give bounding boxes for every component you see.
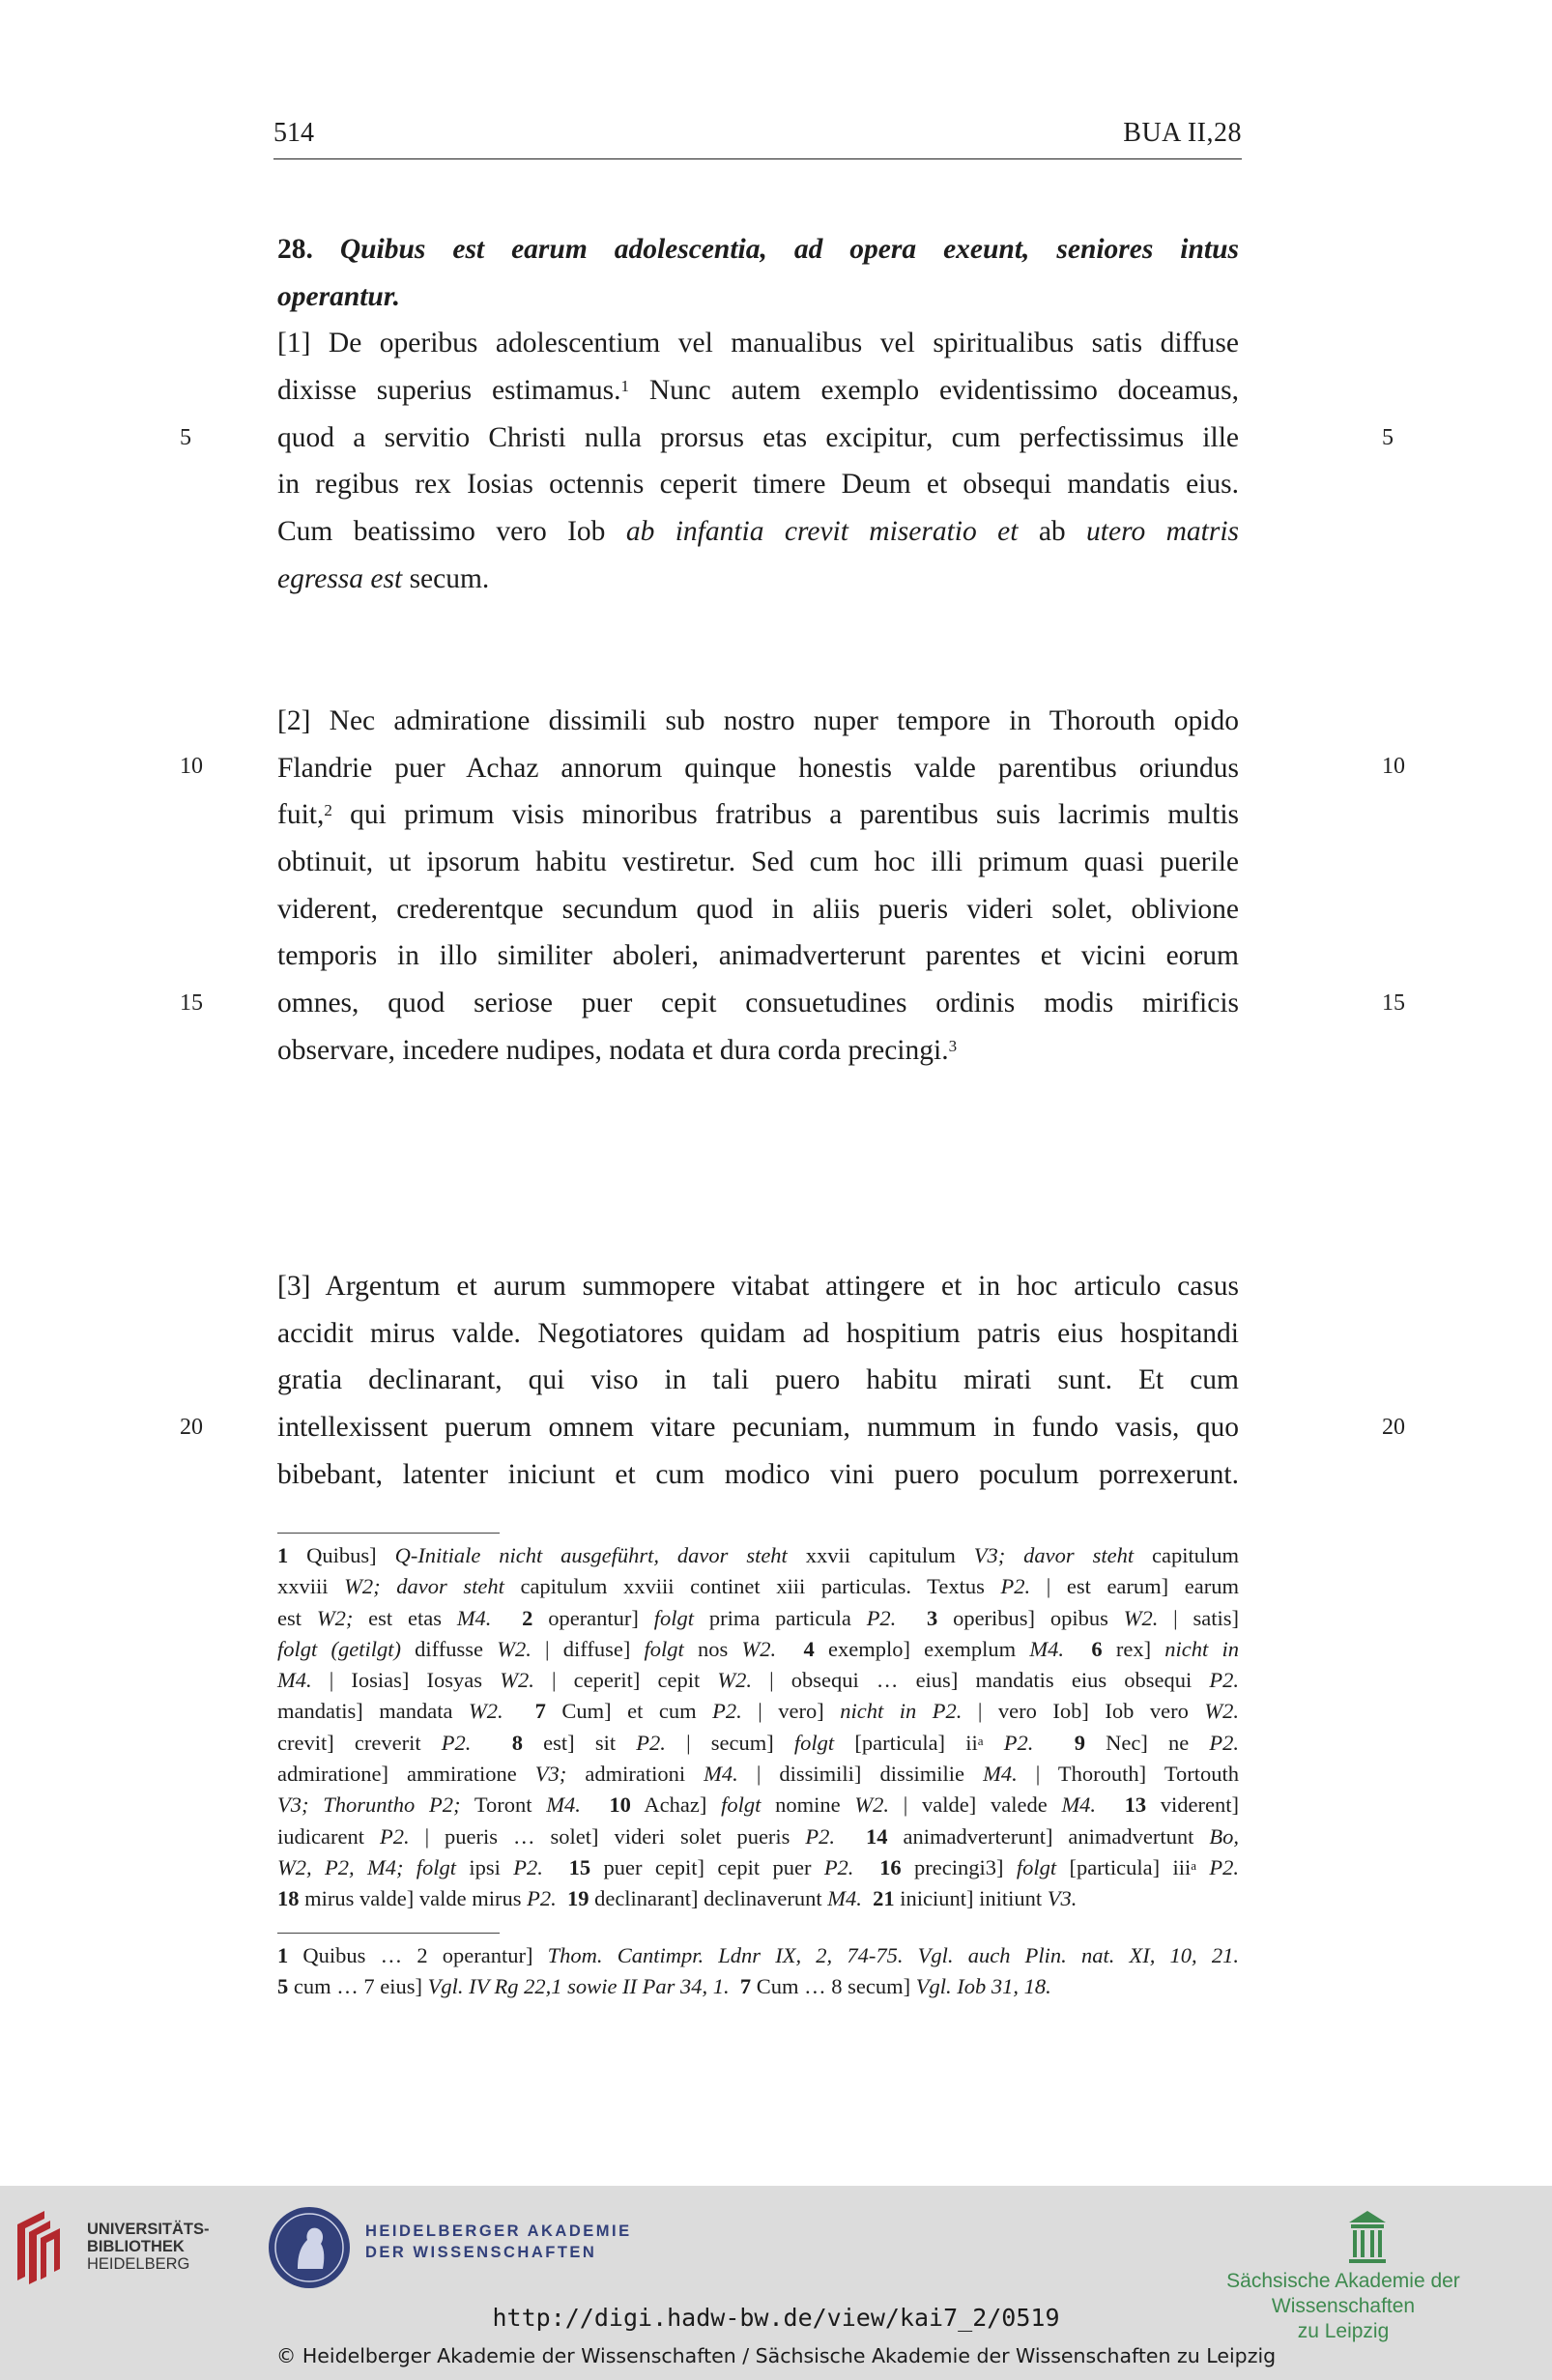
apparatus-line: est W2; est etas M4. 2 operantur] folgt prima particula P2. 3 operibus] opibus W2. | satis] xyxy=(277,1605,1240,1630)
copyright-notice: © Heidelberger Akademie der Wissenschaften / Sächsische Akademie der Wissenschaften zu Leipzig xyxy=(275,2344,1277,2367)
footnote-ref: 3 xyxy=(948,1036,958,1055)
ub-logo-icon xyxy=(15,2209,75,2286)
text-line: dixisse superius estimamus.$^1$ Nunc autem exemplo evidentissimo doceamus, xyxy=(277,375,1239,407)
source-apparatus xyxy=(277,1940,1239,2003)
apparatus-line: xxviii W2; davor steht capitulum xxviii continet xiii particulas. Textus P2. | est earum] earum xyxy=(277,1574,1239,1599)
chapter-heading-line xyxy=(277,273,1239,321)
text-line: [3] Argentum et aurum summopere vitabat attingere et in hoc articulo casus xyxy=(277,1271,1239,1302)
footnote-ref: 1 xyxy=(620,377,630,396)
chapter-title-cont: operantur. xyxy=(277,280,401,312)
text-line: Flandrie puer Achaz annorum quinque honestis valde parentibus oriundus xyxy=(277,752,1239,784)
line-number-right: 5 xyxy=(1382,425,1394,450)
apparatus-line: crevit] creverit P2. 8 est] sit P2. | secum] folgt [particula] $ii^a$ P2. 9 Nec] ne P2. xyxy=(277,1730,1240,1755)
bible-quote: ab infantia crevit miseratio et xyxy=(625,516,1019,548)
apparatus-line: 1 Quibus] Q-Initiale nicht ausgeführt, davor steht xxvii capitulum V3; davor steht capitulum xyxy=(277,1543,1239,1567)
ub-logo-text: UNIVERSITÄTS- BIBLIOTHEK HEIDELBERG xyxy=(87,2221,210,2273)
chapter-number: 28. xyxy=(277,234,313,265)
text-line: temporis in illo similiter aboleri, animadverterunt parentes et vicini eorum xyxy=(277,940,1239,972)
apparatus-line: M4. | Iosias] Iosyas W2. | ceperit] cepit W2. | obsequi … eius] mandatis eius obsequi P2. xyxy=(277,1668,1239,1693)
bible-quote: egressa est xyxy=(277,562,403,594)
text-line: in regibus rex Iosias octennis ceperit timere Deum et obsequi mandatis eius. xyxy=(277,469,1239,501)
apparatus-line: mandatis] mandata W2. 7 Cum] et cum P2. | vero] nicht in P2. | vero Iob] Iob vero W2. xyxy=(277,1699,1239,1724)
text-line: [2] Nec admiratione dissimili sub nostro nuper tempore in Thorouth opido xyxy=(277,705,1239,736)
text-line: accidit mirus valde. Negotiatores quidam ad hospitium patris eius hospitandi xyxy=(277,1317,1239,1349)
text-line: bibebant, latenter iniciunt et cum modico vini puero poculum porrexerunt. xyxy=(277,1458,1239,1490)
hadw-seal-icon[interactable] xyxy=(269,2207,350,2288)
text-line: gratia declinarant, qui viso in tali puero habitu mirati sunt. Et cum xyxy=(277,1364,1239,1396)
apparatus-line: W2, P2, M4; folgt ipsi P2. 15 puer cepit] cepit puer P2. 16 precingi3] folgt [particula] iii$^a$ P2. xyxy=(277,1854,1240,1879)
text-line: intellexissent puerum omnem vitare pecuniam, nummum in fundo vasis, quo xyxy=(277,1412,1239,1444)
text-line: Cum beatissimo vero Iob ab infantia crevit miseratio et ab utero matris xyxy=(277,516,1240,548)
text-line: quod a servitio Christi nulla prorsus etas excipitur, cum perfectissimus ille xyxy=(277,421,1239,453)
critical-apparatus xyxy=(277,1540,1239,1915)
text-line: egressa est secum. xyxy=(277,562,490,594)
line-number-right: 10 xyxy=(1382,754,1405,779)
paragraph-2 xyxy=(277,698,1239,1075)
permalink-url[interactable]: http://digi.hadw-bw.de/view/kai7_2/0519 xyxy=(492,2304,1060,2332)
chapter-title: Quibus est earum adolescentia, ad opera exeunt, seniores intus xyxy=(339,234,1239,265)
source-line: 1 Quibus … 2 operantur] Thom. Cantimpr. Ldnr IX, 2, 74-75. Vgl. auch Plin. nat. XI, 10, 21. xyxy=(277,1943,1239,1967)
running-title: BUA II,28 xyxy=(1123,118,1242,148)
text-line: observare, incedere nudipes, nodata et dura corda precingi.$^3$ xyxy=(277,1034,958,1066)
running-head xyxy=(273,118,1242,159)
chapter-section xyxy=(277,226,1239,603)
line-number-left: 10 xyxy=(180,754,203,779)
source-line: 5 cum … 7 eius] Vgl. IV Rg 22,1 sowie II Par 34, 1. 7 Cum … 8 secum] Vgl. Iob 31, 18. xyxy=(277,1974,1051,1999)
line-number-right: 15 xyxy=(1382,990,1405,1016)
line-number-left: 20 xyxy=(180,1415,203,1440)
saw-building-icon[interactable] xyxy=(1347,2209,1388,2265)
paragraph-3 xyxy=(277,1263,1239,1498)
footer-bar xyxy=(0,2186,1552,2380)
text-line: omnes, quod seriose puer cepit consuetudines ordinis modis mirificis xyxy=(277,988,1239,1019)
hadw-logo-text: HEIDELBERGER AKADEMIE DER WISSENSCHAFTEN xyxy=(365,2222,632,2261)
text-line: [1] De operibus adolescentium vel manualibus vel spiritualibus satis diffuse xyxy=(277,328,1239,359)
apparatus-line: iudicarent P2. | pueris … solet] videri solet pueris P2. 14 animadverterunt] animadvertunt Bo, xyxy=(277,1823,1240,1849)
apparatus-line: admiratione] ammiratione V3; admirationi M4. | dissimili] dissimilie M4. | Thorouth] Tortouth xyxy=(277,1762,1239,1787)
line-number-left: 5 xyxy=(180,425,191,450)
sources-rule xyxy=(277,1933,500,1934)
line-number-right: 20 xyxy=(1382,1415,1405,1440)
text-line: viderent, crederentque secundum quod in aliis pueris videri solet, oblivione xyxy=(277,893,1239,925)
apparatus-line: folgt (getilgt) diffusse W2. | diffuse] folgt nos W2. 4 exemplo] exemplum M4. 6 rex] nicht in xyxy=(277,1636,1239,1661)
chapter-heading-line xyxy=(277,226,1239,273)
apparatus-line: V3; Thoruntho P2; Toront M4. 10 Achaz] folgt nomine W2. | valde] valede M4. 13 viderent] xyxy=(277,1792,1240,1818)
apparatus-rule xyxy=(277,1533,500,1534)
footnote-ref: 2 xyxy=(324,801,332,820)
line-number-left: 15 xyxy=(180,990,203,1016)
bible-quote: utero matris xyxy=(1086,516,1240,548)
text-line: fuit,$^2$ qui primum visis minoribus fratribus a parentibus suis lacrimis multis xyxy=(277,799,1239,831)
saw-logo-text: Sächsische Akademie der Wissenschaften zu Leipzig xyxy=(1226,2270,1460,2342)
text-line: obtinuit, ut ipsorum habitu vestiretur. Sed cum hoc illi primum quasi puerile xyxy=(277,846,1239,878)
page-number: 514 xyxy=(273,118,314,148)
apparatus-line: 18 mirus valde] valde mirus P2. 19 declinarant] declinaverunt M4. 21 iniciunt] initiunt V3. xyxy=(277,1886,1078,1911)
ub-heidelberg-logo[interactable] xyxy=(15,2209,209,2277)
